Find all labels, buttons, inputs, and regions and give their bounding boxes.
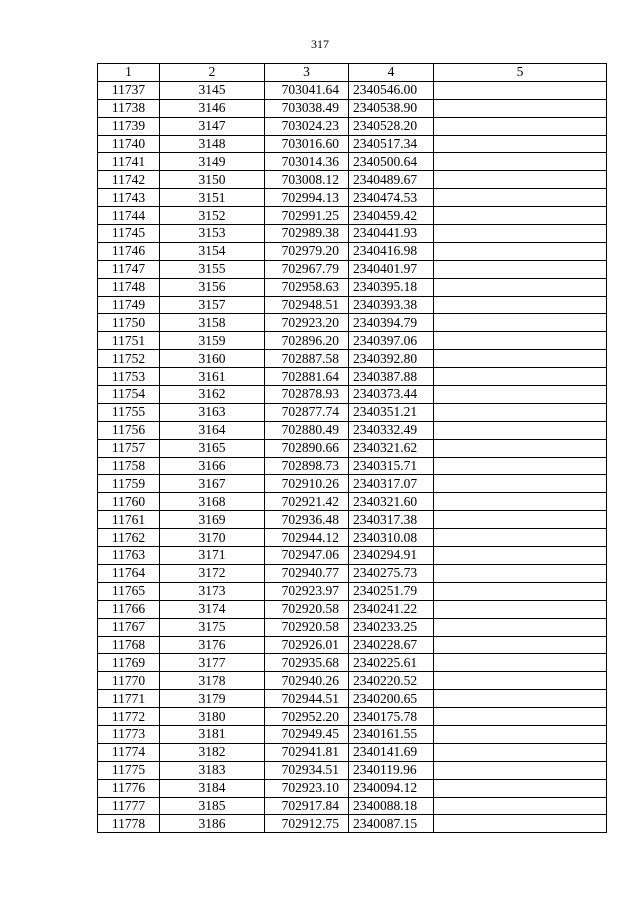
point-number-cell: 11760 <box>98 493 160 511</box>
note-cell <box>434 117 607 135</box>
ref-number-cell: 3177 <box>160 654 265 672</box>
table-row <box>98 332 607 350</box>
table-row <box>98 135 607 153</box>
table-row <box>98 117 607 135</box>
ref-number-cell: 3162 <box>160 386 265 404</box>
point-number-cell: 11758 <box>98 457 160 475</box>
table-row <box>98 278 607 296</box>
table-row <box>98 368 607 386</box>
ref-number-cell: 3158 <box>160 314 265 332</box>
y-coordinate-cell: 2340538.90 <box>349 99 434 117</box>
ref-number-cell: 3174 <box>160 600 265 618</box>
x-coordinate-cell: 702920.58 <box>265 600 349 618</box>
table-row <box>98 636 607 654</box>
table-row <box>98 708 607 726</box>
x-coordinate-cell: 702994.13 <box>265 189 349 207</box>
y-coordinate-cell: 2340416.98 <box>349 242 434 260</box>
table-row <box>98 547 607 565</box>
table-row <box>98 207 607 225</box>
table-row <box>98 189 607 207</box>
column-header: 5 <box>434 64 607 82</box>
ref-number-cell: 3180 <box>160 708 265 726</box>
table-row <box>98 457 607 475</box>
table-row <box>98 618 607 636</box>
note-cell <box>434 725 607 743</box>
y-coordinate-cell: 2340233.25 <box>349 618 434 636</box>
table-row <box>98 797 607 815</box>
note-cell <box>434 153 607 171</box>
y-coordinate-cell: 2340441.93 <box>349 225 434 243</box>
y-coordinate-cell: 2340175.78 <box>349 708 434 726</box>
page-number: 317 <box>311 37 329 51</box>
ref-number-cell: 3145 <box>160 81 265 99</box>
ref-number-cell: 3173 <box>160 582 265 600</box>
y-coordinate-cell: 2340489.67 <box>349 171 434 189</box>
ref-number-cell: 3163 <box>160 403 265 421</box>
note-cell <box>434 260 607 278</box>
column-header: 1 <box>98 64 160 82</box>
ref-number-cell: 3182 <box>160 743 265 761</box>
x-coordinate-cell: 702926.01 <box>265 636 349 654</box>
y-coordinate-cell: 2340200.65 <box>349 690 434 708</box>
note-cell <box>434 81 607 99</box>
note-cell <box>434 368 607 386</box>
point-number-cell: 11738 <box>98 99 160 117</box>
point-number-cell: 11746 <box>98 242 160 260</box>
y-coordinate-cell: 2340395.18 <box>349 278 434 296</box>
ref-number-cell: 3146 <box>160 99 265 117</box>
point-number-cell: 11744 <box>98 207 160 225</box>
point-number-cell: 11775 <box>98 761 160 779</box>
x-coordinate-cell: 702940.77 <box>265 564 349 582</box>
note-cell <box>434 403 607 421</box>
table-row <box>98 672 607 690</box>
point-number-cell: 11759 <box>98 475 160 493</box>
ref-number-cell: 3147 <box>160 117 265 135</box>
note-cell <box>434 457 607 475</box>
table-row <box>98 350 607 368</box>
table-row <box>98 564 607 582</box>
note-cell <box>434 690 607 708</box>
x-coordinate-cell: 702989.38 <box>265 225 349 243</box>
ref-number-cell: 3186 <box>160 815 265 833</box>
x-coordinate-cell: 702958.63 <box>265 278 349 296</box>
ref-number-cell: 3156 <box>160 278 265 296</box>
x-coordinate-cell: 702923.20 <box>265 314 349 332</box>
x-coordinate-cell: 702881.64 <box>265 368 349 386</box>
point-number-cell: 11753 <box>98 368 160 386</box>
y-coordinate-cell: 2340321.60 <box>349 493 434 511</box>
y-coordinate-cell: 2340161.55 <box>349 725 434 743</box>
point-number-cell: 11766 <box>98 600 160 618</box>
point-number-cell: 11773 <box>98 725 160 743</box>
point-number-cell: 11742 <box>98 171 160 189</box>
y-coordinate-cell: 2340351.21 <box>349 403 434 421</box>
ref-number-cell: 3152 <box>160 207 265 225</box>
x-coordinate-cell: 702880.49 <box>265 421 349 439</box>
x-coordinate-cell: 702936.48 <box>265 511 349 529</box>
ref-number-cell: 3183 <box>160 761 265 779</box>
point-number-cell: 11770 <box>98 672 160 690</box>
table-row <box>98 475 607 493</box>
ref-number-cell: 3166 <box>160 457 265 475</box>
x-coordinate-cell: 702890.66 <box>265 439 349 457</box>
note-cell <box>434 135 607 153</box>
table-row <box>98 439 607 457</box>
point-number-cell: 11749 <box>98 296 160 314</box>
point-number-cell: 11756 <box>98 421 160 439</box>
point-number-cell: 11778 <box>98 815 160 833</box>
ref-number-cell: 3179 <box>160 690 265 708</box>
note-cell <box>434 296 607 314</box>
x-coordinate-cell: 702920.58 <box>265 618 349 636</box>
x-coordinate-cell: 702877.74 <box>265 403 349 421</box>
note-cell <box>434 743 607 761</box>
y-coordinate-cell: 2340401.97 <box>349 260 434 278</box>
point-number-cell: 11745 <box>98 225 160 243</box>
table-row <box>98 296 607 314</box>
table-row <box>98 690 607 708</box>
table-row <box>98 654 607 672</box>
table-row <box>98 225 607 243</box>
table-row <box>98 99 607 117</box>
table-row <box>98 779 607 797</box>
x-coordinate-cell: 703024.23 <box>265 117 349 135</box>
point-number-cell: 11740 <box>98 135 160 153</box>
point-number-cell: 11741 <box>98 153 160 171</box>
y-coordinate-cell: 2340500.64 <box>349 153 434 171</box>
y-coordinate-cell: 2340332.49 <box>349 421 434 439</box>
note-cell <box>434 582 607 600</box>
point-number-cell: 11747 <box>98 260 160 278</box>
ref-number-cell: 3168 <box>160 493 265 511</box>
y-coordinate-cell: 2340517.34 <box>349 135 434 153</box>
note-cell <box>434 242 607 260</box>
x-coordinate-cell: 702979.20 <box>265 242 349 260</box>
note-cell <box>434 207 607 225</box>
note-cell <box>434 350 607 368</box>
point-number-cell: 11739 <box>98 117 160 135</box>
note-cell <box>434 654 607 672</box>
point-number-cell: 11737 <box>98 81 160 99</box>
x-coordinate-cell: 702898.73 <box>265 457 349 475</box>
x-coordinate-cell: 702944.51 <box>265 690 349 708</box>
note-cell <box>434 332 607 350</box>
y-coordinate-cell: 2340228.67 <box>349 636 434 654</box>
y-coordinate-cell: 2340317.38 <box>349 511 434 529</box>
table-row <box>98 421 607 439</box>
note-cell <box>434 225 607 243</box>
y-coordinate-cell: 2340294.91 <box>349 547 434 565</box>
y-coordinate-cell: 2340315.71 <box>349 457 434 475</box>
note-cell <box>434 314 607 332</box>
y-coordinate-cell: 2340251.79 <box>349 582 434 600</box>
column-header: 3 <box>265 64 349 82</box>
table-row <box>98 725 607 743</box>
x-coordinate-cell: 702878.93 <box>265 386 349 404</box>
table-row <box>98 493 607 511</box>
y-coordinate-cell: 2340321.62 <box>349 439 434 457</box>
table-row <box>98 403 607 421</box>
note-cell <box>434 600 607 618</box>
table-header-row <box>98 64 607 82</box>
ref-number-cell: 3153 <box>160 225 265 243</box>
ref-number-cell: 3155 <box>160 260 265 278</box>
note-cell <box>434 493 607 511</box>
y-coordinate-cell: 2340088.18 <box>349 797 434 815</box>
note-cell <box>434 386 607 404</box>
x-coordinate-cell: 702940.26 <box>265 672 349 690</box>
column-header: 4 <box>349 64 434 82</box>
point-number-cell: 11750 <box>98 314 160 332</box>
y-coordinate-cell: 2340275.73 <box>349 564 434 582</box>
point-number-cell: 11772 <box>98 708 160 726</box>
note-cell <box>434 511 607 529</box>
table-row <box>98 260 607 278</box>
point-number-cell: 11765 <box>98 582 160 600</box>
point-number-cell: 11751 <box>98 332 160 350</box>
ref-number-cell: 3161 <box>160 368 265 386</box>
note-cell <box>434 797 607 815</box>
ref-number-cell: 3151 <box>160 189 265 207</box>
coordinates-table <box>97 63 607 833</box>
x-coordinate-cell: 702912.75 <box>265 815 349 833</box>
y-coordinate-cell: 2340373.44 <box>349 386 434 404</box>
note-cell <box>434 708 607 726</box>
y-coordinate-cell: 2340387.88 <box>349 368 434 386</box>
table-row <box>98 314 607 332</box>
x-coordinate-cell: 702921.42 <box>265 493 349 511</box>
table-row <box>98 171 607 189</box>
note-cell <box>434 761 607 779</box>
x-coordinate-cell: 702952.20 <box>265 708 349 726</box>
ref-number-cell: 3150 <box>160 171 265 189</box>
note-cell <box>434 779 607 797</box>
ref-number-cell: 3176 <box>160 636 265 654</box>
point-number-cell: 11774 <box>98 743 160 761</box>
point-number-cell: 11752 <box>98 350 160 368</box>
x-coordinate-cell: 702910.26 <box>265 475 349 493</box>
x-coordinate-cell: 702948.51 <box>265 296 349 314</box>
point-number-cell: 11748 <box>98 278 160 296</box>
x-coordinate-cell: 702967.79 <box>265 260 349 278</box>
point-number-cell: 11762 <box>98 529 160 547</box>
ref-number-cell: 3165 <box>160 439 265 457</box>
table-row <box>98 815 607 833</box>
point-number-cell: 11767 <box>98 618 160 636</box>
table-body <box>98 81 607 832</box>
note-cell <box>434 672 607 690</box>
ref-number-cell: 3181 <box>160 725 265 743</box>
x-coordinate-cell: 702923.97 <box>265 582 349 600</box>
note-cell <box>434 815 607 833</box>
x-coordinate-cell: 703016.60 <box>265 135 349 153</box>
point-number-cell: 11755 <box>98 403 160 421</box>
x-coordinate-cell: 702949.45 <box>265 725 349 743</box>
y-coordinate-cell: 2340528.20 <box>349 117 434 135</box>
x-coordinate-cell: 702991.25 <box>265 207 349 225</box>
note-cell <box>434 529 607 547</box>
point-number-cell: 11761 <box>98 511 160 529</box>
x-coordinate-cell: 702944.12 <box>265 529 349 547</box>
x-coordinate-cell: 703041.64 <box>265 81 349 99</box>
table-row <box>98 743 607 761</box>
point-number-cell: 11777 <box>98 797 160 815</box>
table-row <box>98 511 607 529</box>
table-row <box>98 600 607 618</box>
x-coordinate-cell: 702935.68 <box>265 654 349 672</box>
note-cell <box>434 475 607 493</box>
ref-number-cell: 3149 <box>160 153 265 171</box>
point-number-cell: 11743 <box>98 189 160 207</box>
table-row <box>98 529 607 547</box>
y-coordinate-cell: 2340087.15 <box>349 815 434 833</box>
y-coordinate-cell: 2340220.52 <box>349 672 434 690</box>
ref-number-cell: 3167 <box>160 475 265 493</box>
point-number-cell: 11776 <box>98 779 160 797</box>
point-number-cell: 11763 <box>98 547 160 565</box>
y-coordinate-cell: 2340546.00 <box>349 81 434 99</box>
note-cell <box>434 171 607 189</box>
y-coordinate-cell: 2340317.07 <box>349 475 434 493</box>
ref-number-cell: 3172 <box>160 564 265 582</box>
ref-number-cell: 3171 <box>160 547 265 565</box>
x-coordinate-cell: 702896.20 <box>265 332 349 350</box>
ref-number-cell: 3185 <box>160 797 265 815</box>
table-row <box>98 81 607 99</box>
ref-number-cell: 3170 <box>160 529 265 547</box>
ref-number-cell: 3184 <box>160 779 265 797</box>
note-cell <box>434 564 607 582</box>
y-coordinate-cell: 2340459.42 <box>349 207 434 225</box>
y-coordinate-cell: 2340392.80 <box>349 350 434 368</box>
y-coordinate-cell: 2340094.12 <box>349 779 434 797</box>
x-coordinate-cell: 703038.49 <box>265 99 349 117</box>
x-coordinate-cell: 702917.84 <box>265 797 349 815</box>
note-cell <box>434 439 607 457</box>
ref-number-cell: 3178 <box>160 672 265 690</box>
point-number-cell: 11757 <box>98 439 160 457</box>
note-cell <box>434 618 607 636</box>
x-coordinate-cell: 703014.36 <box>265 153 349 171</box>
ref-number-cell: 3159 <box>160 332 265 350</box>
table-row <box>98 153 607 171</box>
x-coordinate-cell: 702934.51 <box>265 761 349 779</box>
y-coordinate-cell: 2340474.53 <box>349 189 434 207</box>
ref-number-cell: 3154 <box>160 242 265 260</box>
y-coordinate-cell: 2340141.69 <box>349 743 434 761</box>
y-coordinate-cell: 2340394.79 <box>349 314 434 332</box>
ref-number-cell: 3169 <box>160 511 265 529</box>
ref-number-cell: 3157 <box>160 296 265 314</box>
note-cell <box>434 189 607 207</box>
ref-number-cell: 3160 <box>160 350 265 368</box>
y-coordinate-cell: 2340310.08 <box>349 529 434 547</box>
ref-number-cell: 3148 <box>160 135 265 153</box>
table-row <box>98 582 607 600</box>
x-coordinate-cell: 702923.10 <box>265 779 349 797</box>
point-number-cell: 11754 <box>98 386 160 404</box>
table-row <box>98 242 607 260</box>
column-header: 2 <box>160 64 265 82</box>
x-coordinate-cell: 702887.58 <box>265 350 349 368</box>
ref-number-cell: 3175 <box>160 618 265 636</box>
y-coordinate-cell: 2340397.06 <box>349 332 434 350</box>
table-row <box>98 386 607 404</box>
note-cell <box>434 636 607 654</box>
table-row <box>98 761 607 779</box>
y-coordinate-cell: 2340393.38 <box>349 296 434 314</box>
note-cell <box>434 99 607 117</box>
x-coordinate-cell: 702947.06 <box>265 547 349 565</box>
note-cell <box>434 547 607 565</box>
note-cell <box>434 278 607 296</box>
ref-number-cell: 3164 <box>160 421 265 439</box>
y-coordinate-cell: 2340119.96 <box>349 761 434 779</box>
point-number-cell: 11764 <box>98 564 160 582</box>
point-number-cell: 11769 <box>98 654 160 672</box>
y-coordinate-cell: 2340225.61 <box>349 654 434 672</box>
y-coordinate-cell: 2340241.22 <box>349 600 434 618</box>
point-number-cell: 11771 <box>98 690 160 708</box>
note-cell <box>434 421 607 439</box>
point-number-cell: 11768 <box>98 636 160 654</box>
x-coordinate-cell: 702941.81 <box>265 743 349 761</box>
x-coordinate-cell: 703008.12 <box>265 171 349 189</box>
